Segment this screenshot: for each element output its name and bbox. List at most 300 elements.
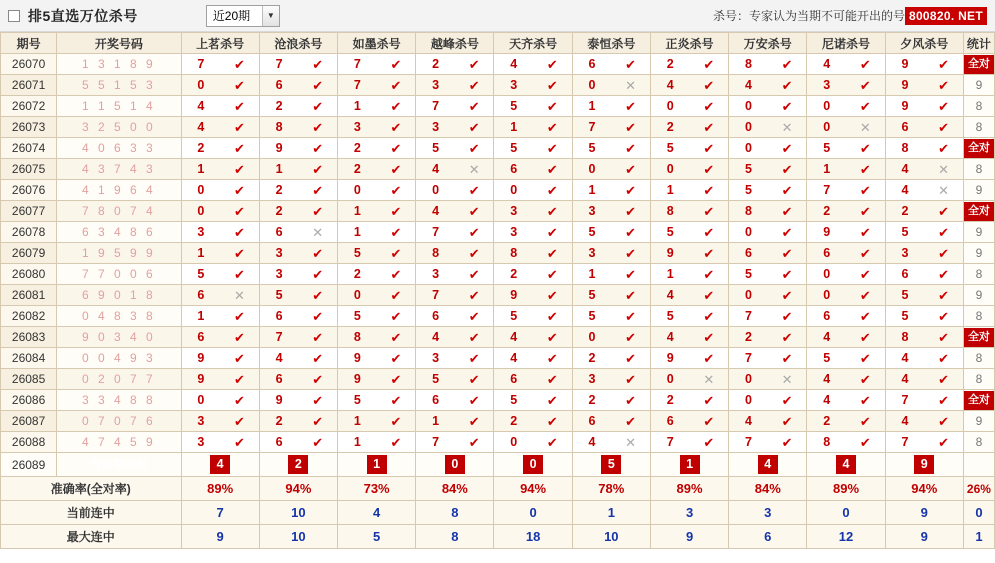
cell-kill-1 bbox=[259, 222, 337, 243]
cell-issue[interactable]: 26079 bbox=[1, 243, 57, 264]
kill-number: 0 bbox=[745, 99, 752, 113]
kill-number: 8 bbox=[745, 204, 752, 218]
summary-value: 7 bbox=[216, 505, 224, 520]
current-kill-badge: 1 bbox=[367, 455, 387, 474]
check-icon: ✔ bbox=[233, 434, 245, 450]
header-expert-4[interactable]: 天齐杀号 bbox=[494, 33, 572, 54]
cell-kill-5 bbox=[572, 306, 650, 327]
cell-kill-8 bbox=[807, 117, 885, 138]
cell-stat: 8 bbox=[963, 159, 994, 180]
kill-number: 9 bbox=[197, 372, 205, 386]
current-kill-0 bbox=[181, 453, 259, 477]
check-icon: ✔ bbox=[312, 434, 324, 450]
cell-issue[interactable]: 26071 bbox=[1, 75, 57, 96]
check-icon: ✔ bbox=[390, 140, 402, 156]
summary-row bbox=[1, 525, 995, 549]
kill-number: 4 bbox=[275, 351, 283, 365]
cell-kill-8 bbox=[807, 75, 885, 96]
kill-number: 5 bbox=[510, 141, 518, 155]
kill-number: 1 bbox=[275, 162, 283, 176]
header-expert-1[interactable]: 沧浪杀号 bbox=[259, 33, 337, 54]
kill-number: 5 bbox=[510, 309, 518, 323]
check-icon: ✔ bbox=[390, 119, 402, 135]
cell-kill-3 bbox=[416, 327, 494, 348]
kill-number: 8 bbox=[745, 57, 752, 71]
summary-value-1 bbox=[259, 501, 337, 525]
kill-number: 4 bbox=[745, 414, 752, 428]
check-icon: ✔ bbox=[312, 287, 324, 303]
kill-number: 7 bbox=[432, 288, 440, 302]
check-icon: ✔ bbox=[468, 119, 480, 135]
cell-kill-7 bbox=[729, 327, 807, 348]
cell-stat: 8 bbox=[963, 369, 994, 390]
cell-issue[interactable]: 26081 bbox=[1, 285, 57, 306]
cell-kill-7 bbox=[729, 180, 807, 201]
all-correct-badge: 全对 bbox=[964, 328, 994, 347]
check-icon: ✔ bbox=[233, 392, 245, 408]
kill-number: 0 bbox=[588, 162, 596, 176]
cell-kill-6 bbox=[650, 222, 728, 243]
current-kill-badge: 2 bbox=[288, 455, 308, 474]
header-expert-2[interactable]: 如墨杀号 bbox=[338, 33, 416, 54]
cell-kill-8 bbox=[807, 180, 885, 201]
cell-kill-6 bbox=[650, 243, 728, 264]
header-issue: 期号 bbox=[1, 33, 57, 54]
table-row bbox=[1, 138, 995, 159]
select-all-checkbox[interactable] bbox=[8, 10, 20, 22]
check-icon: ✔ bbox=[703, 119, 715, 135]
check-icon: ✔ bbox=[781, 56, 793, 72]
summary-value: 94% bbox=[520, 481, 547, 496]
kill-number: 7 bbox=[432, 435, 440, 449]
kill-number: 6 bbox=[901, 267, 909, 281]
check-icon: ✔ bbox=[312, 266, 324, 282]
table-row bbox=[1, 432, 995, 453]
cross-icon: ✕ bbox=[859, 119, 871, 135]
header-stat: 统计 bbox=[963, 33, 994, 54]
check-icon: ✔ bbox=[625, 329, 637, 345]
summary-value-5 bbox=[572, 525, 650, 549]
kill-number: 5 bbox=[588, 309, 596, 323]
current-kill-5 bbox=[572, 453, 650, 477]
kill-number: 1 bbox=[588, 183, 596, 197]
cell-kill-4 bbox=[494, 159, 572, 180]
summary-value-8 bbox=[807, 501, 885, 525]
cell-draw-code: 3 2 5 0 0 bbox=[57, 117, 181, 138]
check-icon: ✔ bbox=[546, 434, 558, 450]
current-kill-badge: 0 bbox=[523, 455, 543, 474]
kill-number: 2 bbox=[275, 414, 283, 428]
cell-kill-7 bbox=[729, 222, 807, 243]
kill-number: 0 bbox=[588, 330, 596, 344]
check-icon: ✔ bbox=[859, 413, 871, 429]
cell-stat: 9 bbox=[963, 180, 994, 201]
cell-kill-4 bbox=[494, 411, 572, 432]
check-icon: ✔ bbox=[468, 413, 480, 429]
cell-kill-7 bbox=[729, 264, 807, 285]
kill-number: 2 bbox=[353, 162, 361, 176]
cell-kill-5 bbox=[572, 180, 650, 201]
toolbar bbox=[0, 0, 995, 32]
check-icon: ✔ bbox=[390, 56, 402, 72]
cell-kill-8 bbox=[807, 390, 885, 411]
summary-value-0 bbox=[181, 477, 259, 501]
kill-number: 5 bbox=[353, 393, 361, 407]
header-expert-0[interactable]: 上茗杀号 bbox=[181, 33, 259, 54]
summary-value-1 bbox=[259, 477, 337, 501]
cell-kill-3 bbox=[416, 96, 494, 117]
kill-number: 5 bbox=[666, 225, 674, 239]
cell-kill-3 bbox=[416, 54, 494, 75]
check-icon: ✔ bbox=[859, 434, 871, 450]
kill-number: 4 bbox=[901, 183, 909, 197]
cell-kill-4 bbox=[494, 96, 572, 117]
check-icon: ✔ bbox=[703, 98, 715, 114]
cell-issue[interactable]: 26084 bbox=[1, 348, 57, 369]
check-icon: ✔ bbox=[312, 350, 324, 366]
check-icon: ✔ bbox=[703, 413, 715, 429]
cell-kill-0 bbox=[181, 117, 259, 138]
kill-number: 0 bbox=[823, 120, 831, 134]
cell-issue[interactable]: 26088 bbox=[1, 432, 57, 453]
cell-kill-1 bbox=[259, 390, 337, 411]
summary-value: 18 bbox=[525, 529, 541, 544]
kill-number: 0 bbox=[745, 372, 752, 386]
check-icon: ✔ bbox=[703, 140, 715, 156]
cell-issue[interactable]: 26076 bbox=[1, 180, 57, 201]
header-expert-5[interactable]: 泰恒杀号 bbox=[572, 33, 650, 54]
check-icon: ✔ bbox=[468, 77, 480, 93]
summary-value-2 bbox=[338, 501, 416, 525]
chevron-down-icon[interactable]: ▼ bbox=[262, 6, 279, 26]
cell-kill-6 bbox=[650, 54, 728, 75]
cell-kill-2 bbox=[338, 117, 416, 138]
check-icon: ✔ bbox=[233, 98, 245, 114]
kill-number: 2 bbox=[275, 204, 283, 218]
check-icon: ✔ bbox=[781, 182, 793, 198]
period-select[interactable] bbox=[206, 5, 280, 27]
kill-number: 3 bbox=[432, 351, 440, 365]
cell-issue[interactable]: 26077 bbox=[1, 201, 57, 222]
cell-kill-1 bbox=[259, 96, 337, 117]
table-row bbox=[1, 369, 995, 390]
cell-kill-5 bbox=[572, 159, 650, 180]
kill-number: 9 bbox=[353, 372, 361, 386]
cell-stat: 8 bbox=[963, 117, 994, 138]
check-icon: ✔ bbox=[546, 182, 558, 198]
kill-number: 5 bbox=[353, 246, 361, 260]
cell-stat: 9 bbox=[963, 411, 994, 432]
cell-kill-2 bbox=[338, 159, 416, 180]
cell-issue[interactable]: 26085 bbox=[1, 369, 57, 390]
check-icon: ✔ bbox=[233, 308, 245, 324]
cell-stat: 8 bbox=[963, 264, 994, 285]
check-icon: ✔ bbox=[468, 182, 480, 198]
kill-number: 7 bbox=[353, 57, 361, 71]
check-icon: ✔ bbox=[859, 266, 871, 282]
all-correct-badge: 全对 bbox=[964, 55, 994, 74]
kill-number: 7 bbox=[353, 78, 361, 92]
kill-number: 5 bbox=[432, 141, 440, 155]
check-icon: ✔ bbox=[781, 413, 793, 429]
kill-number: 4 bbox=[666, 288, 674, 302]
kill-number: 2 bbox=[901, 204, 909, 218]
kill-number: 9 bbox=[510, 288, 518, 302]
table-row bbox=[1, 96, 995, 117]
summary-value: 10 bbox=[291, 529, 306, 544]
header-expert-3[interactable]: 越峰杀号 bbox=[416, 33, 494, 54]
kill-number: 0 bbox=[353, 288, 361, 302]
cell-kill-4 bbox=[494, 306, 572, 327]
table-row bbox=[1, 243, 995, 264]
check-icon: ✔ bbox=[312, 413, 324, 429]
check-icon: ✔ bbox=[625, 203, 637, 219]
cell-kill-3 bbox=[416, 348, 494, 369]
cell-kill-8 bbox=[807, 369, 885, 390]
kill-number: 7 bbox=[275, 330, 283, 344]
cell-issue[interactable]: 26078 bbox=[1, 222, 57, 243]
check-icon: ✔ bbox=[546, 392, 558, 408]
cell-kill-7 bbox=[729, 390, 807, 411]
kill-number: 4 bbox=[901, 372, 909, 386]
cell-draw-code: 7 8 0 7 4 bbox=[57, 201, 181, 222]
cross-icon: ✕ bbox=[312, 224, 324, 240]
cell-kill-9 bbox=[885, 432, 963, 453]
kill-number: 2 bbox=[666, 57, 674, 71]
kill-number: 2 bbox=[823, 414, 831, 428]
kill-number: 3 bbox=[432, 267, 440, 281]
kill-number: 9 bbox=[353, 351, 361, 365]
cell-kill-8 bbox=[807, 159, 885, 180]
cell-issue[interactable]: 26082 bbox=[1, 306, 57, 327]
kill-number: 9 bbox=[275, 141, 283, 155]
check-icon: ✔ bbox=[546, 203, 558, 219]
cell-kill-0 bbox=[181, 54, 259, 75]
cell-kill-2 bbox=[338, 411, 416, 432]
cell-kill-2 bbox=[338, 222, 416, 243]
cell-kill-4 bbox=[494, 243, 572, 264]
cell-kill-7 bbox=[729, 138, 807, 159]
check-icon: ✔ bbox=[781, 77, 793, 93]
kill-number: 5 bbox=[745, 267, 752, 281]
table-row bbox=[1, 285, 995, 306]
cell-issue[interactable]: 26080 bbox=[1, 264, 57, 285]
cell-kill-8 bbox=[807, 348, 885, 369]
cell-kill-7 bbox=[729, 243, 807, 264]
cell-kill-6 bbox=[650, 201, 728, 222]
cell-issue[interactable]: 26086 bbox=[1, 390, 57, 411]
check-icon: ✔ bbox=[781, 308, 793, 324]
cell-kill-9 bbox=[885, 96, 963, 117]
header-expert-9[interactable]: 夕风杀号 bbox=[885, 33, 963, 54]
kill-number: 0 bbox=[823, 267, 831, 281]
cell-kill-7 bbox=[729, 369, 807, 390]
header-expert-7[interactable]: 万安杀号 bbox=[729, 33, 807, 54]
cell-issue[interactable]: 26073 bbox=[1, 117, 57, 138]
cell-kill-0 bbox=[181, 243, 259, 264]
cell-kill-3 bbox=[416, 411, 494, 432]
kill-number: 4 bbox=[510, 57, 518, 71]
cell-issue[interactable]: 26074 bbox=[1, 138, 57, 159]
cell-kill-4 bbox=[494, 432, 572, 453]
kill-number: 0 bbox=[666, 162, 674, 176]
cell-kill-7 bbox=[729, 96, 807, 117]
cell-kill-0 bbox=[181, 306, 259, 327]
current-kill-9 bbox=[885, 453, 963, 477]
check-icon: ✔ bbox=[859, 245, 871, 261]
kill-number: 2 bbox=[666, 120, 674, 134]
all-correct-badge: 全对 bbox=[964, 139, 994, 158]
cell-kill-6 bbox=[650, 390, 728, 411]
cell-kill-9 bbox=[885, 201, 963, 222]
kill-number: 2 bbox=[510, 267, 518, 281]
check-icon: ✔ bbox=[390, 77, 402, 93]
cell-draw-code: 0 2 0 7 7 bbox=[57, 369, 181, 390]
kill-number: 3 bbox=[432, 78, 440, 92]
kill-number: 4 bbox=[432, 162, 440, 176]
check-icon: ✔ bbox=[938, 98, 949, 114]
kill-number: 8 bbox=[353, 330, 361, 344]
summary-value-9 bbox=[885, 477, 963, 501]
check-icon: ✔ bbox=[233, 266, 245, 282]
cell-kill-9 bbox=[885, 348, 963, 369]
kill-number: 2 bbox=[275, 183, 283, 197]
check-icon: ✔ bbox=[468, 224, 480, 240]
cell-kill-3 bbox=[416, 306, 494, 327]
current-kill-7 bbox=[729, 453, 807, 477]
check-icon: ✔ bbox=[859, 392, 871, 408]
kill-number: 1 bbox=[353, 435, 361, 449]
cell-draw-code: 4 0 6 3 3 bbox=[57, 138, 181, 159]
cell-stat bbox=[963, 201, 994, 222]
header-expert-8[interactable]: 尼诺杀号 bbox=[807, 33, 885, 54]
cell-kill-3 bbox=[416, 138, 494, 159]
kill-number: 3 bbox=[197, 225, 205, 239]
summary-value: 84% bbox=[754, 481, 781, 496]
cell-stat: 9 bbox=[963, 75, 994, 96]
cell-kill-3 bbox=[416, 180, 494, 201]
cell-kill-7 bbox=[729, 432, 807, 453]
kill-number: 2 bbox=[353, 267, 361, 281]
current-kill-6 bbox=[650, 453, 728, 477]
check-icon: ✔ bbox=[546, 413, 558, 429]
cell-issue[interactable]: 26072 bbox=[1, 96, 57, 117]
cell-kill-8 bbox=[807, 306, 885, 327]
check-icon: ✔ bbox=[781, 203, 793, 219]
check-icon: ✔ bbox=[859, 140, 871, 156]
kill-number: 1 bbox=[432, 414, 440, 428]
cell-kill-9 bbox=[885, 159, 963, 180]
check-icon: ✔ bbox=[859, 98, 871, 114]
check-icon: ✔ bbox=[546, 329, 558, 345]
summary-value: 84% bbox=[441, 481, 468, 496]
cell-issue[interactable]: 26075 bbox=[1, 159, 57, 180]
check-icon: ✔ bbox=[938, 56, 949, 72]
kill-number: 6 bbox=[588, 414, 596, 428]
cell-draw-code: 6 3 4 8 6 bbox=[57, 222, 181, 243]
kill-number: 2 bbox=[197, 141, 205, 155]
summary-value-4 bbox=[494, 525, 572, 549]
check-icon: ✔ bbox=[390, 182, 402, 198]
summary-value-7 bbox=[729, 501, 807, 525]
kill-number: 1 bbox=[666, 267, 674, 281]
cell-kill-0 bbox=[181, 390, 259, 411]
check-icon: ✔ bbox=[312, 140, 324, 156]
table-row bbox=[1, 327, 995, 348]
cell-issue[interactable]: 26087 bbox=[1, 411, 57, 432]
kill-number: 9 bbox=[666, 246, 674, 260]
check-icon: ✔ bbox=[625, 245, 637, 261]
kill-number: 3 bbox=[588, 372, 596, 386]
cell-issue[interactable]: 26083 bbox=[1, 327, 57, 348]
cell-draw-code: 4 3 7 4 3 bbox=[57, 159, 181, 180]
check-icon: ✔ bbox=[859, 182, 871, 198]
summary-value: 10 bbox=[291, 505, 306, 520]
kill-number: 7 bbox=[745, 435, 752, 449]
summary-value: 3 bbox=[685, 505, 694, 520]
check-icon: ✔ bbox=[938, 224, 949, 240]
cell-kill-5 bbox=[572, 348, 650, 369]
kill-number: 5 bbox=[901, 225, 909, 239]
cell-kill-6 bbox=[650, 180, 728, 201]
header-row bbox=[1, 33, 995, 54]
kill-number: 0 bbox=[745, 393, 752, 407]
check-icon: ✔ bbox=[390, 371, 402, 387]
cell-kill-6 bbox=[650, 411, 728, 432]
summary-value: 9 bbox=[920, 529, 928, 544]
kill-number: 5 bbox=[510, 393, 518, 407]
cell-kill-5 bbox=[572, 264, 650, 285]
cell-kill-1 bbox=[259, 75, 337, 96]
cell-draw-code: 9 0 3 4 0 bbox=[57, 327, 181, 348]
table-row bbox=[1, 222, 995, 243]
summary-row bbox=[1, 477, 995, 501]
summary-value-0 bbox=[181, 525, 259, 549]
cross-icon: ✕ bbox=[938, 161, 949, 177]
cell-draw-code: 1 3 1 8 9 bbox=[57, 54, 181, 75]
current-period-label: 当前期杀号 bbox=[57, 453, 181, 477]
cell-kill-3 bbox=[416, 75, 494, 96]
kill-number: 5 bbox=[197, 267, 205, 281]
cross-icon: ✕ bbox=[233, 287, 245, 303]
toolbar-right bbox=[713, 7, 987, 25]
cell-kill-9 bbox=[885, 222, 963, 243]
current-kill-3 bbox=[416, 453, 494, 477]
kill-number: 4 bbox=[197, 99, 205, 113]
kill-number: 6 bbox=[432, 309, 440, 323]
kill-number: 1 bbox=[197, 246, 205, 260]
cell-kill-6 bbox=[650, 138, 728, 159]
summary-value: 8 bbox=[451, 505, 459, 520]
cross-icon: ✕ bbox=[625, 434, 637, 450]
cell-kill-2 bbox=[338, 327, 416, 348]
current-kill-badge: 5 bbox=[601, 455, 621, 474]
kill-number: 7 bbox=[901, 435, 909, 449]
check-icon: ✔ bbox=[312, 392, 324, 408]
cell-issue[interactable]: 26070 bbox=[1, 54, 57, 75]
check-icon: ✔ bbox=[625, 56, 637, 72]
current-kill-4 bbox=[494, 453, 572, 477]
cell-kill-8 bbox=[807, 201, 885, 222]
cell-kill-0 bbox=[181, 159, 259, 180]
check-icon: ✔ bbox=[312, 308, 324, 324]
summary-value: 78% bbox=[598, 481, 625, 496]
header-expert-6[interactable]: 正炎杀号 bbox=[650, 33, 728, 54]
cell-kill-8 bbox=[807, 327, 885, 348]
cell-kill-3 bbox=[416, 285, 494, 306]
cell-kill-6 bbox=[650, 159, 728, 180]
check-icon: ✔ bbox=[781, 392, 793, 408]
